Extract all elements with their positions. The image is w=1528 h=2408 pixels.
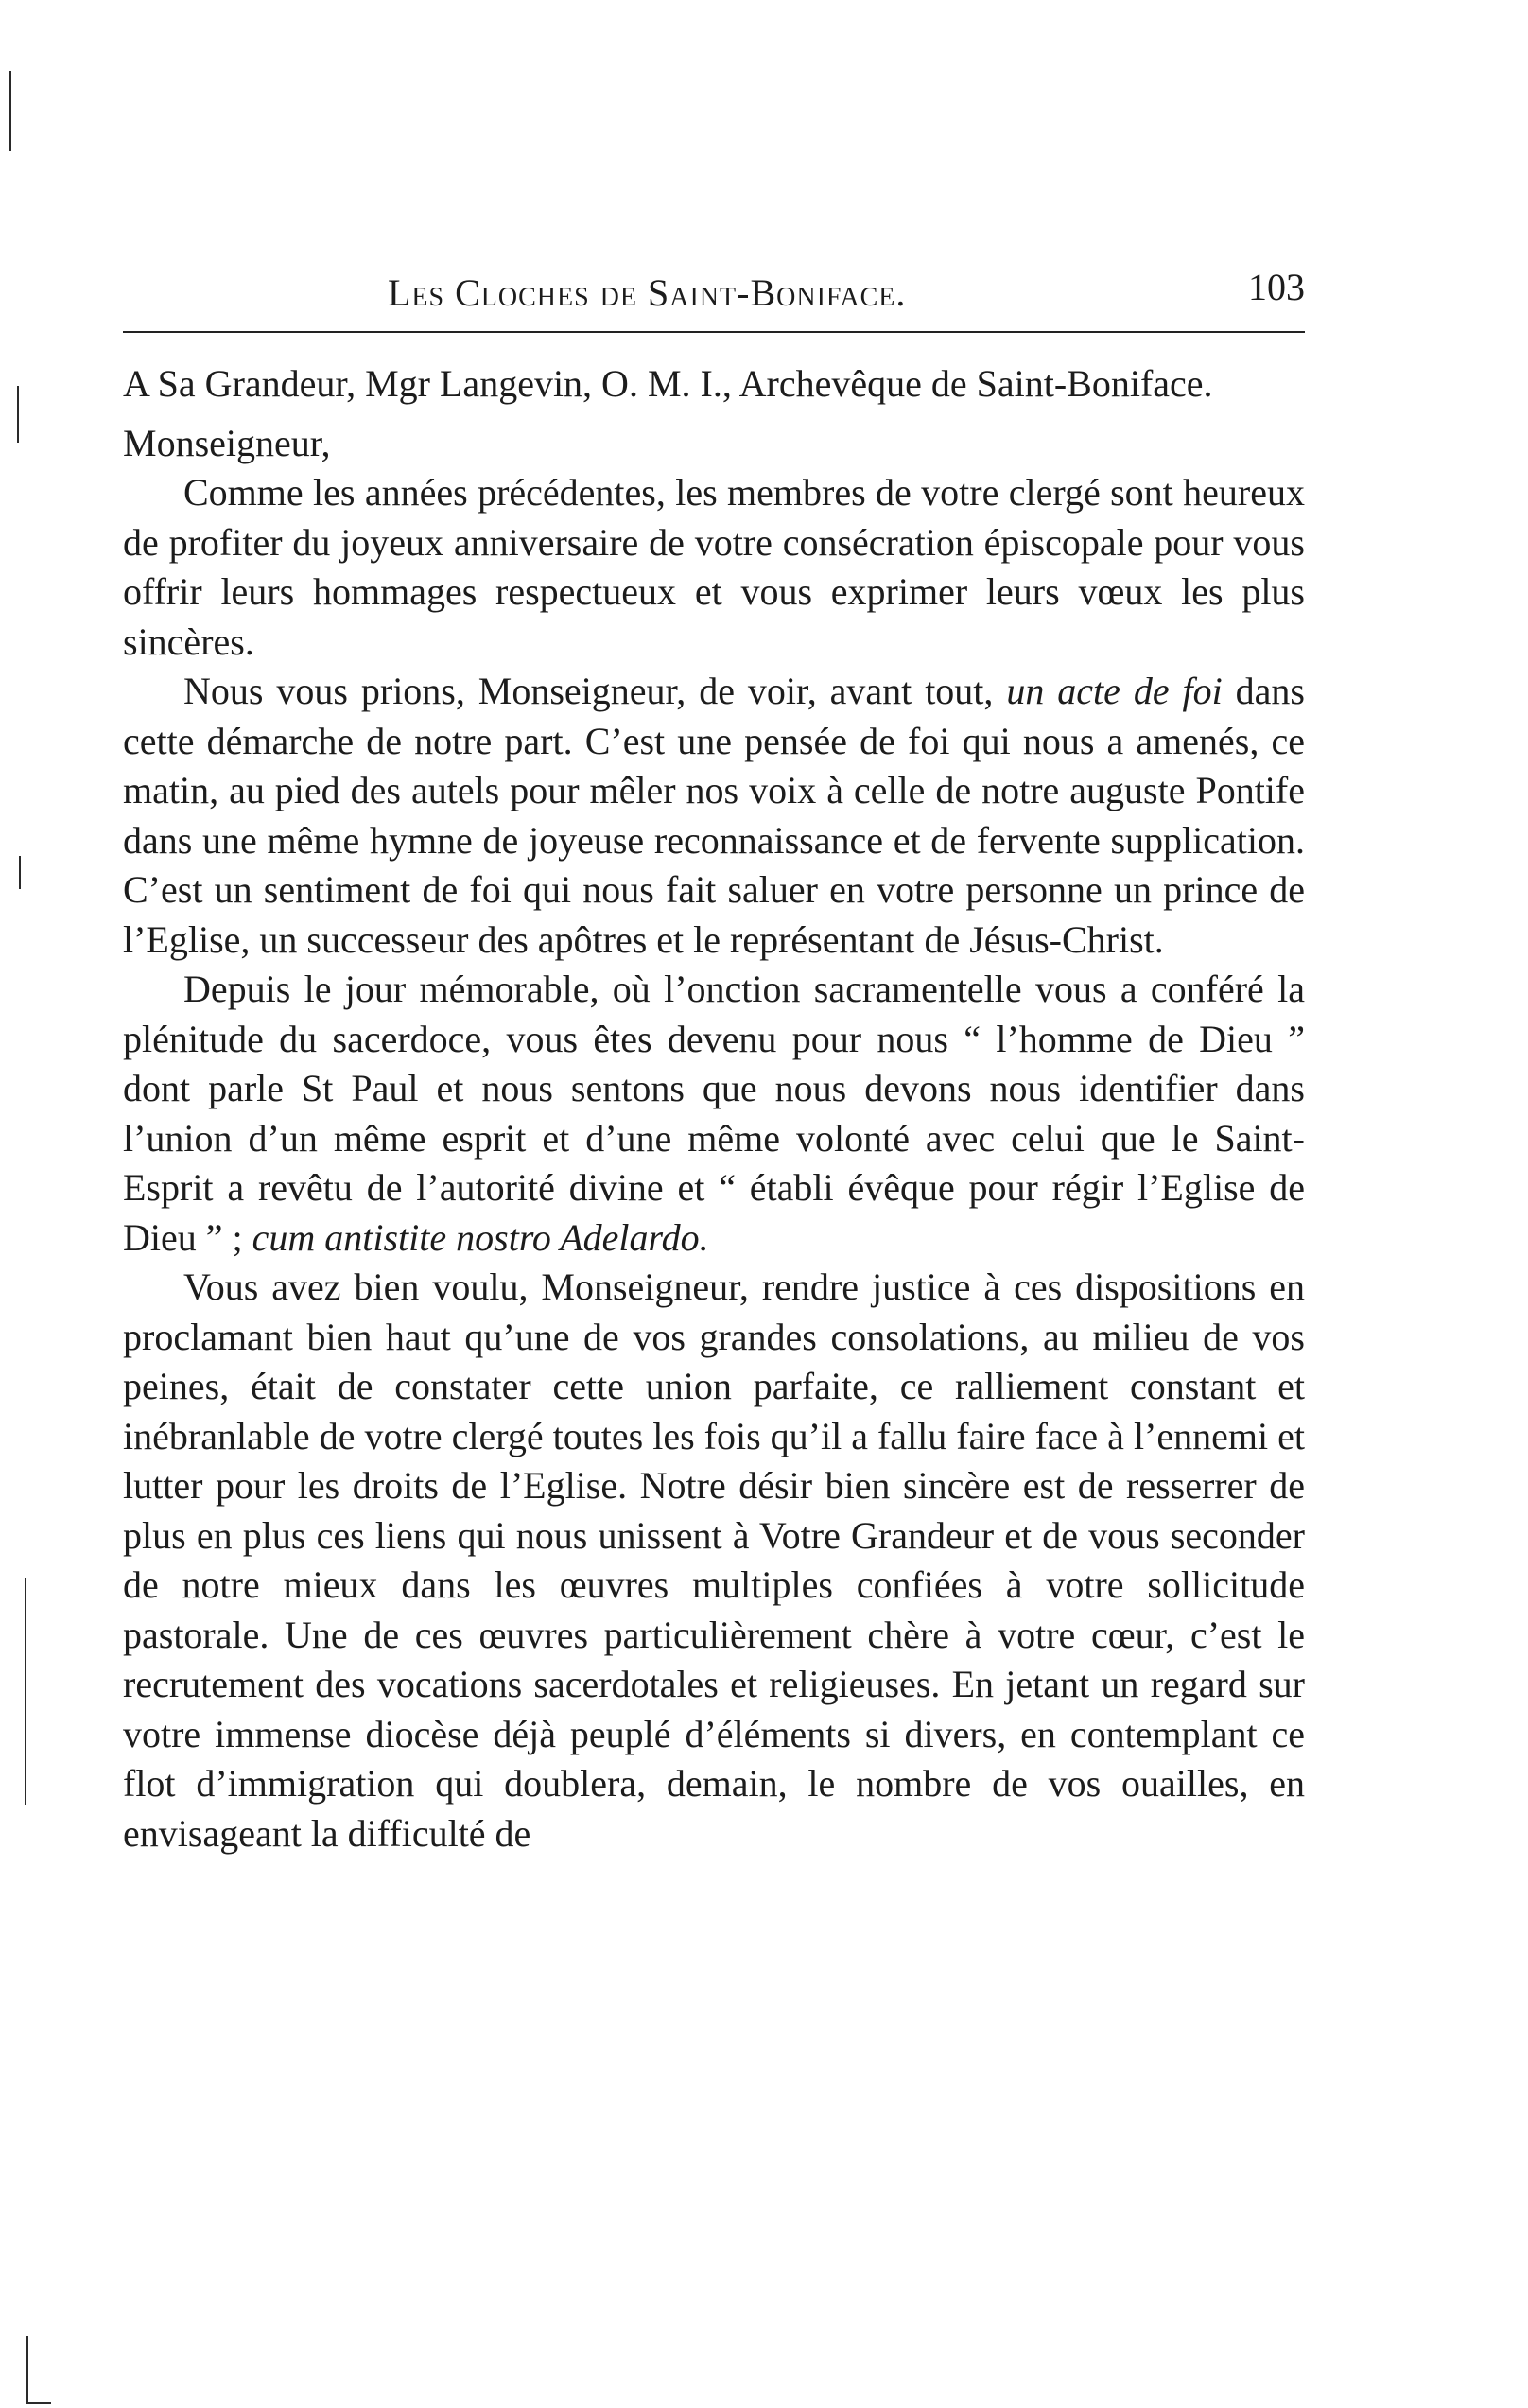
scan-margin-mark <box>19 856 21 889</box>
italic-phrase: un acte de foi <box>1006 670 1223 712</box>
scan-margin-mark <box>17 386 19 443</box>
running-title: Les Cloches de Saint-Boniface. <box>388 271 907 314</box>
letter-address: A Sa Grandeur, Mgr Langevin, O. M. I., Archevêque de Saint-Boniface. <box>123 362 1213 405</box>
letter-body <box>123 359 1305 1858</box>
paragraph-text: Vous avez bien voulu, Monseigneur, rendre justice à ces dispositions en proclamant bien haut qu’une de vos grandes consolations, au milieu de vos peines, était de constater cette union parfaite, ce ralliement constant et inébranlable de votre clergé toutes les fois qu’il a fallu faire face à l’ennemi et lutter pour les droits de l’Eglise. Notre désir bien sincère est de resserrer de plus en plus ces liens qui nous unissent à Votre Grandeur et de vous seconder de notre mieux dans les œuvres multiples confiées à votre sollicitude pastorale. Une de ces œuvres particulièrement chère à votre cœur, c’est le recrutement des vocations sacerdotales et religieuses. En jetant un regard sur votre immense diocèse déjà peuplé d’éléments si divers, en contemplant ce flot d’immigration qui doublera, demain, le nombre de vos ouailles, en envisageant la difficulté de <box>123 1265 1305 1855</box>
italic-phrase: cum antistite nostro Adelardo. <box>252 1215 709 1259</box>
letter-salutation: Monseigneur, <box>123 421 331 464</box>
scan-margin-mark <box>25 1578 26 1805</box>
scan-margin-mark <box>26 2402 51 2404</box>
paragraph <box>123 1263 1305 1858</box>
paragraph-text: Depuis le jour mémorable, où l’onction sacramentelle vous a conféré la plénitude du sacerdoce, vous êtes devenu pour nous “ l’homme de Dieu ” dont parle St Paul et nous sentons que nous devons nous identifier dans l’union d’un même esprit et d’une même volonté avec celui que le Saint-Esprit a revêtu de l’autorité divine et “ établi évêque pour régir l’Eglise de Dieu ” ; <box>123 968 1305 1259</box>
paragraph-text: dans cette démarche de notre part. C’est une pensée de foi qui nous a amenés, ce matin, au pied des autels pour mêler nos voix à celle de notre auguste Pontife dans une même hymne de joyeuse reconnaissance et de fervente supplication. C’est un sentiment de foi qui nous fait saluer en votre personne un prince de l’Eglise, un successeur des apôtres et le représentant de Jésus-Christ. <box>123 670 1305 961</box>
paragraph <box>123 667 1305 965</box>
header-rule <box>123 331 1305 333</box>
paragraph <box>123 468 1305 667</box>
scan-margin-mark <box>9 71 11 151</box>
scan-margin-mark <box>26 2336 28 2404</box>
paragraph-text: Comme les années précédentes, les membres de votre clergé sont heureux de profiter du joyeux anniversaire de votre consécration épiscopale pour vous offrir leurs hommages respectueux et vous exprimer leurs vœux les plus sincères. <box>123 471 1305 663</box>
running-header <box>123 253 1305 320</box>
page-number: 103 <box>1248 266 1305 308</box>
paragraph <box>123 965 1305 1263</box>
paragraph-text: Nous vous prions, Monseigneur, de voir, avant tout, <box>183 670 1007 712</box>
